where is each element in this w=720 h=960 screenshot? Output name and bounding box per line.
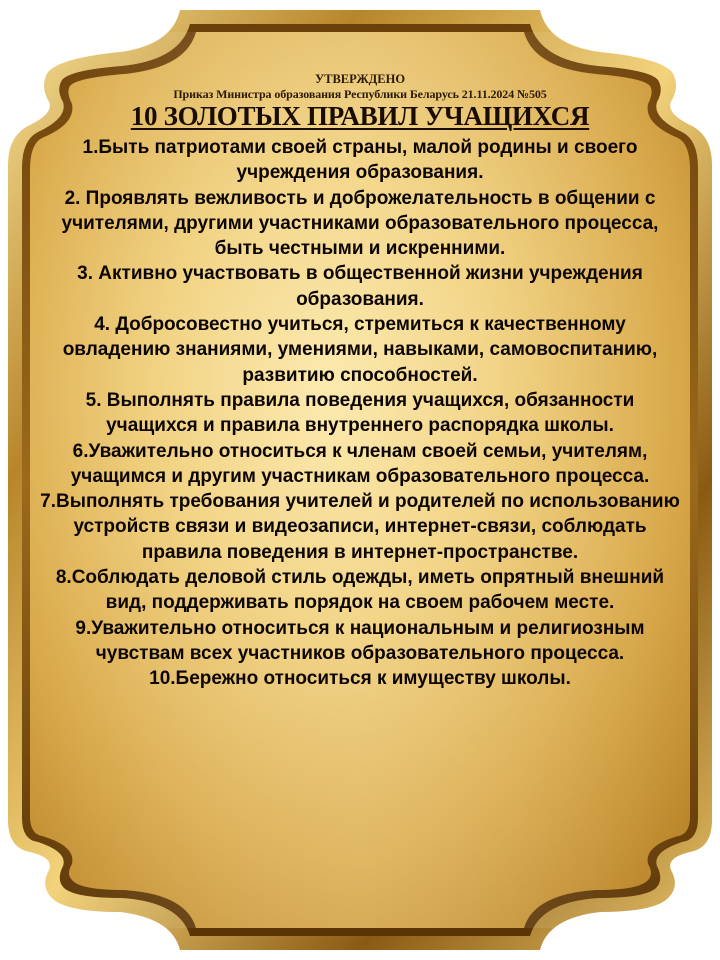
rule-item: 9.Уважительно относиться к национальным и религиозным чувствам всех участников образовательного процесса. bbox=[75, 617, 645, 664]
rule-item: 4. Добросовестно учиться, стремиться к качественному овладению знаниями, умениями, навыками, самовоспитанию, развитию способностей. bbox=[62, 314, 658, 386]
page-title: 10 ЗОЛОТЫХ ПРАВИЛ УЧАЩИХСЯ bbox=[130, 101, 590, 131]
rule-item: 8.Соблюдать деловой стиль одежды, иметь опрятный внешний вид, поддерживать порядок на своем рабочем месте. bbox=[55, 567, 665, 614]
order-reference: Приказ Министра образования Республики Беларусь 21.11.2024 №505 bbox=[173, 87, 547, 101]
plaque-content bbox=[40, 72, 680, 692]
rule-item: 7.Выполнять требования учителей и родителей по использованию устройств связи и видеозаписи, интернет-связи, соблюдать правила поведения в интернет-пространстве. bbox=[40, 491, 680, 563]
rule-item: 5. Выполнять правила поведения учащихся, обязанности учащихся и правила внутреннего распорядка школы. bbox=[85, 389, 635, 437]
rule-item: 6.Уважительно относиться к членам своей семьи, учителям, учащимся и другим участникам образовательного процесса. bbox=[70, 440, 650, 487]
rule-item: 3. Активно участвовать в общественной жизни учреждения образования. bbox=[77, 263, 643, 310]
rule-item: 1.Быть патриотами своей страны, малой родины и своего учреждения образования. bbox=[82, 137, 638, 184]
approved-stamp: УТВЕРЖДЕНО bbox=[314, 72, 406, 86]
rules-list bbox=[40, 135, 680, 692]
rule-item: 2. Проявлять вежливость и доброжелательность в общении с учителями, другими участниками образовательного процесса, быть честными и искренними. bbox=[61, 187, 659, 260]
rule-item: 10.Бережно относиться к имуществу школы. bbox=[149, 668, 571, 690]
